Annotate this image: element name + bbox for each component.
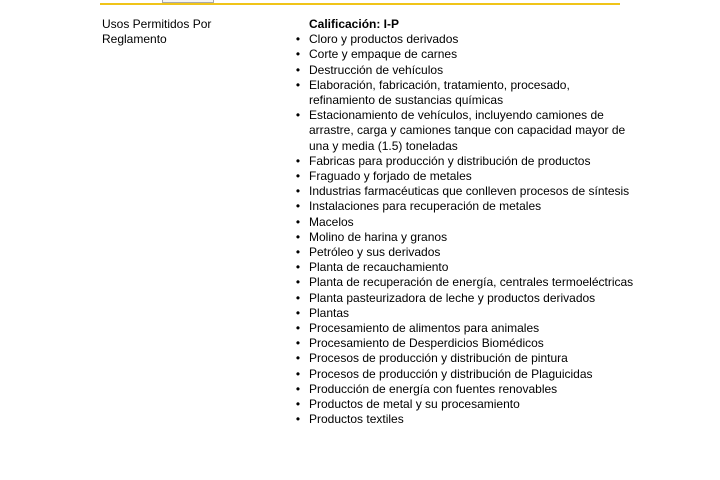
list-item <box>295 321 639 336</box>
bullet-icon: • <box>295 366 301 381</box>
bullet-icon: • <box>295 229 301 244</box>
list-item-text: Estacionamiento de vehículos, incluyendo camiones de arrastre, carga y camiones tanque con capacidad mayor de una y media (1.5) toneladas <box>309 108 626 153</box>
list-item <box>295 108 639 154</box>
bullet-icon: • <box>295 153 301 168</box>
list-item <box>295 351 639 366</box>
bullet-icon: • <box>295 184 301 199</box>
list-item-text: Productos de metal y su procesamiento <box>309 397 520 412</box>
list-item-text: Fraguado y forjado de metales <box>309 169 472 184</box>
list-item-text: Fabricas para producción y distribución de productos <box>309 153 591 168</box>
bullet-icon: • <box>295 214 301 229</box>
list-item-text: Molino de harina y granos <box>309 229 448 244</box>
list-item <box>295 62 639 78</box>
bullet-icon: • <box>295 381 301 396</box>
list-item <box>295 397 639 412</box>
list-item <box>295 77 639 108</box>
list-item-text: Plantas <box>309 305 350 320</box>
bullet-icon: • <box>295 336 301 351</box>
bullet-icon: • <box>295 397 301 412</box>
bullet-icon: • <box>295 77 301 92</box>
list-item-text: Petróleo y sus derivados <box>309 245 441 260</box>
list-item <box>295 366 639 382</box>
section-label: Usos Permitidos Por Reglamento <box>102 17 212 46</box>
permitted-uses-list <box>295 32 639 427</box>
list-item-text: Procesamiento de alimentos para animales <box>309 321 540 336</box>
top-divider <box>100 3 620 5</box>
list-item-text: Macelos <box>309 214 354 229</box>
list-item <box>295 290 639 306</box>
list-item-text: Planta de recauchamiento <box>309 260 449 275</box>
list-item <box>295 245 639 260</box>
bullet-icon: • <box>295 47 301 62</box>
list-item-text: Productos textiles <box>309 412 404 427</box>
list-item <box>295 199 639 214</box>
bullet-icon: • <box>295 412 301 427</box>
bullet-icon: • <box>295 260 301 275</box>
list-item-text: Instalaciones para recuperación de metales <box>309 199 542 214</box>
bullet-icon: • <box>295 245 301 260</box>
list-item-text: Procesos de producción y distribución de Plaguicidas <box>309 366 593 381</box>
list-item <box>295 260 639 275</box>
list-item-text: Planta de recuperación de energía, centrales termoeléctricas <box>309 275 634 290</box>
bullet-icon: • <box>295 321 301 336</box>
bullet-icon: • <box>295 305 301 320</box>
list-item <box>295 47 639 62</box>
list-item-text: Cloro y productos derivados <box>309 32 459 47</box>
list-item <box>295 305 639 321</box>
list-item-text: Producción de energía con fuentes renovables <box>309 381 558 396</box>
list-item-text: Destrucción de vehículos <box>309 62 444 77</box>
bullet-icon: • <box>295 275 301 290</box>
list-item-text: Procesos de producción y distribución de pintura <box>309 351 568 366</box>
bullet-icon: • <box>295 290 301 305</box>
list-item <box>295 32 639 47</box>
list-item-text: Industrias farmacéuticas que conlleven procesos de síntesis <box>309 184 630 199</box>
calificacion-heading: Calificación: I-P <box>309 17 400 31</box>
list-item <box>295 214 639 230</box>
bullet-icon: • <box>295 108 301 123</box>
list-item <box>295 275 639 290</box>
list-item-text: Planta pasteurizadora de leche y productos derivados <box>309 290 596 305</box>
bullet-icon: • <box>295 351 301 366</box>
list-item-text: Corte y empaque de carnes <box>309 47 458 62</box>
list-item-text: Elaboración, fabricación, tratamiento, procesado, refinamiento de sustancias químicas <box>309 77 570 108</box>
list-item <box>295 169 639 184</box>
list-item <box>295 412 639 427</box>
bullet-icon: • <box>295 169 301 184</box>
permitted-uses-panel <box>295 17 639 427</box>
bullet-icon: • <box>295 62 301 77</box>
list-item <box>295 184 639 199</box>
list-item <box>295 381 639 397</box>
list-item <box>295 153 639 169</box>
list-item-text: Procesamiento de Desperdicios Biomédicos <box>309 336 544 351</box>
bullet-icon: • <box>295 199 301 214</box>
list-item <box>295 336 639 351</box>
bullet-icon: • <box>295 32 301 47</box>
list-item <box>295 229 639 245</box>
